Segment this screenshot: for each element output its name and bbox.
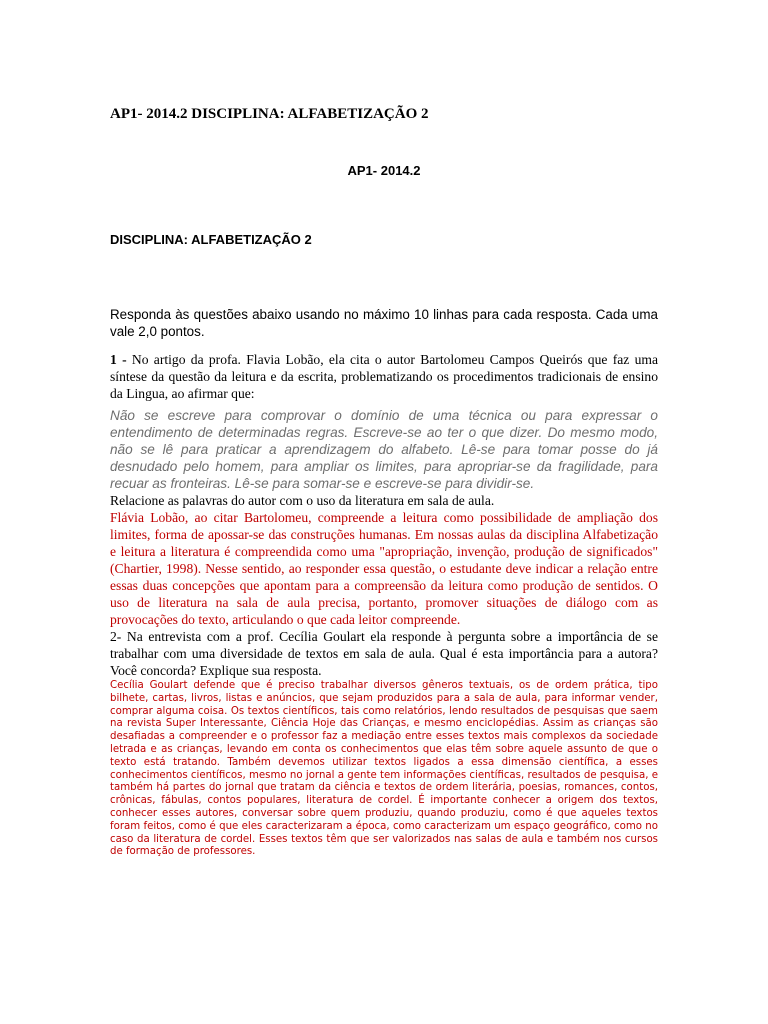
question-2-answer: Cecília Goulart defende que é preciso trabalhar diversos gêneros textuais, os de ordem prática, tipo bilhete, cartas, livros, listas e anúncios, que sejam produzidos para a sala de aula, para informar vender, comprar alguma coisa. Os textos científicos, tais como relatórios, lendo resultados de pesquisas que saem na revista Super Interessante, Ciência Hoje das Crianças, e mesmo enciclopédias. Assim as crianças são desafiadas a compreender e o professor faz a mediação entre esses textos mais complexos da sociedade letrada e as crianças, levando em conta os conhecimentos que elas têm sobre aquele assunto de que o texto está tratando. Também devemos utilizar textos ligados a essa dimensão científica, a esses conhecimentos científicos, mesmo no jornal a gente tem informações científicas, resultados de pesquisa, e também há partes do jornal que tratam da ciência e textos de ordem literária, poesias, romances, contos, crônicas, fábulas, contos populares, literatura de cordel. É importante conhecer a origem dos textos, conhecer esses autores, conversar sobre quem produziu, quando produziu, como é que aqueles textos foram feitos, como é que eles caracterizaram a época, como caracterizam um espaço geográfico, como no caso da literatura de cordel. Esses textos têm que ser valorizados nas salas de aula e também nos cursos de formação de professores.: [110, 680, 658, 858]
document-title: AP1- 2014.2 DISCIPLINA: ALFABETIZAÇÃO 2: [110, 106, 429, 122]
question-2-prompt: 2- Na entrevista com a prof. Cecília Goulart ela responde à pergunta sobre a importância de se trabalhar com uma diversidade de textos em sala de aula. Qual é esta importância para a autora? Você concorda? Explique sua resposta.: [110, 629, 658, 678]
discipline-heading: DISCIPLINA: ALFABETIZAÇÃO 2: [110, 232, 312, 247]
exam-code-heading: AP1- 2014.2: [347, 163, 421, 178]
question-1-answer: Flávia Lobão, ao citar Bartolomeu, compreende a leitura como possibilidade de ampliação dos limites, forma de apossar-se das construções humanas. Em nossas aulas da disciplina Alfabetização e leitura a literatura é compreendida como uma "apropriação, invenção, produção de significados" (Chartier, 1998). Nesse sentido, ao responder essa questão, o estudante deve indicar a relação entre essas duas concepções que apontam para a compreensão da leitura como produção de sentidos. O uso de literatura na sala de aula precisa, portanto, promover situações de diálogo com as provocações do texto, articulando o que cada leitor compreende.: [110, 510, 658, 627]
instructions-text: Responda às questões abaixo usando no máximo 10 linhas para cada resposta. Cada uma vale 2,0 pontos.: [110, 307, 658, 339]
question-1-task: Relacione as palavras do autor com o uso da literatura em sala de aula.: [110, 493, 495, 508]
document-body: [110, 306, 658, 859]
question-1-prompt: [110, 351, 658, 402]
question-1-number: 1 -: [110, 352, 127, 367]
question-1-prompt-text: No artigo da profa. Flavia Lobão, ela cita o autor Bartolomeu Campos Queirós que faz uma síntese da questão da leitura e da escrita, problematizando os procedimentos tradicionais de ensino da Lingua, ao afirmar que:: [110, 352, 658, 401]
author-quote: Não se escreve para comprovar o domínio de uma técnica ou para expressar o entendimento de determinadas regras. Escreve-se ao ter o que dizer. Do mesmo modo, não se lê para praticar a aprendizagem do alfabeto. Lê-se para tomar posse do já desnudado pelo homem, para ampliar os limites, para apropriar-se da fragilidade, para recuar as fronteiras. Lê-se para somar-se e escreve-se para dividir-se.: [110, 408, 658, 491]
